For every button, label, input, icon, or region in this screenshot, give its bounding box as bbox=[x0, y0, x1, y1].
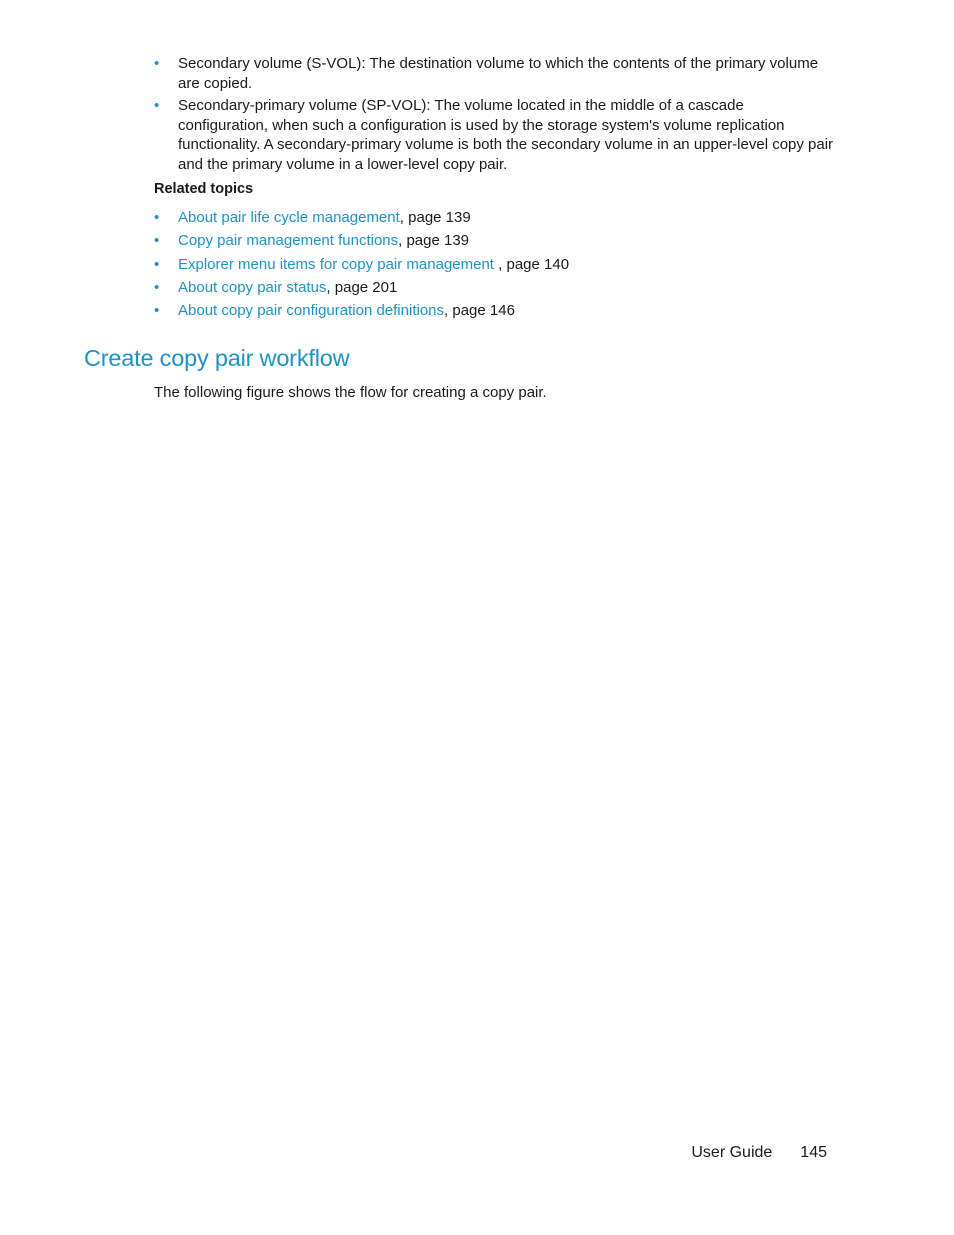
related-topic-link[interactable]: About pair life cycle management bbox=[178, 209, 400, 226]
definition-item bbox=[154, 96, 834, 174]
bullet-icon: • bbox=[154, 209, 160, 226]
bullet-icon: • bbox=[154, 232, 160, 250]
page-reference: , page 140 bbox=[493, 255, 570, 273]
footer-label: User Guide bbox=[691, 1144, 773, 1161]
related-topic-link[interactable]: Copy pair management functions bbox=[178, 232, 399, 250]
page-reference: , page 139 bbox=[399, 209, 471, 226]
related-topic-link[interactable]: Explorer menu items for copy pair management bbox=[178, 255, 494, 273]
page-reference: , page 139 bbox=[398, 232, 470, 250]
intro-paragraph: The following figure shows the flow for creating a copy pair. bbox=[154, 384, 547, 401]
page-reference: , page 201 bbox=[326, 278, 398, 296]
related-topic-item bbox=[154, 278, 834, 298]
definition-text: Secondary-primary volume (SP-VOL): The volume located in the middle of a cascade configuration, when such a configuration is used by the storage system's volume replication functionality. A secondary-primary volume is both the secondary volume in an upper-level copy pair and the primary volume in a lower-level copy pair. bbox=[178, 97, 834, 173]
bullet-icon: • bbox=[154, 55, 160, 72]
definition-text: Secondary volume (S-VOL): The destination volume to which the contents of the primary volume are copied. bbox=[178, 55, 819, 92]
definition-item bbox=[154, 54, 834, 93]
related-topic-item bbox=[154, 208, 834, 228]
section-title: Create copy pair workflow bbox=[84, 345, 350, 371]
related-topic-item bbox=[154, 255, 834, 275]
bullet-icon: • bbox=[154, 255, 160, 273]
bullet-icon: • bbox=[154, 97, 160, 114]
page-footer bbox=[691, 1144, 827, 1162]
page-reference: , page 146 bbox=[444, 302, 515, 320]
page-number: 145 bbox=[800, 1144, 827, 1161]
related-topic-item bbox=[154, 231, 834, 251]
related-topics-list bbox=[154, 208, 834, 324]
bullet-icon: • bbox=[154, 278, 160, 296]
bullet-icon: • bbox=[154, 302, 160, 320]
related-topics-heading: Related topics bbox=[154, 181, 254, 197]
related-topic-item bbox=[154, 301, 834, 321]
related-topic-link[interactable]: About copy pair configuration definitions bbox=[178, 302, 445, 320]
definition-list bbox=[154, 54, 834, 177]
related-topic-link[interactable]: About copy pair status bbox=[178, 278, 327, 296]
